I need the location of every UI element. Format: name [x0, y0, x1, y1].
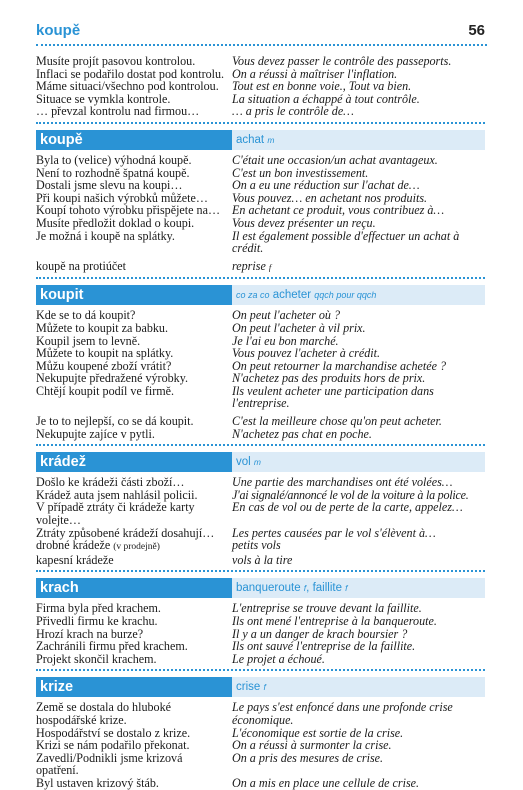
gender-label: m — [253, 457, 261, 468]
example-row — [36, 539, 485, 554]
french-phrase: On a mis en place une cellule de crise. — [232, 775, 420, 790]
czech-line: volejte… — [36, 513, 82, 528]
french-phrase: Vous pouvez… en achetant nos produits. — [232, 190, 428, 205]
entry-header — [36, 677, 485, 697]
french-phrase: On a pris des mesures de crise. — [232, 750, 384, 765]
intro-block — [36, 55, 485, 124]
czech-phrase: Kde se to dá koupit? — [36, 308, 136, 323]
czech-phrase: kapesní krádeže — [36, 552, 114, 567]
czech-phrase — [36, 501, 232, 526]
french-phrase: On peut l'acheter à vil prix. — [232, 320, 366, 335]
czech-phrase: Hrozí krach na burze? — [36, 626, 144, 641]
example-row — [36, 701, 485, 726]
french-phrase: N'achetez pas des produits hors de prix. — [232, 371, 426, 386]
czech-phrase: Firma byla před krachem. — [36, 601, 161, 616]
french-phrase: Les pertes causées par le vol s'élèvent à… — [232, 525, 436, 540]
french-line: crédit. — [232, 241, 264, 256]
czech-phrase: Při koupi našich výrobků můžete… — [36, 190, 208, 205]
czech-word: drobné krádeže — [36, 538, 111, 553]
czech-line: opatření. — [36, 763, 79, 778]
czech-phrase: Ztráty způsobené krádeží dosahují… — [36, 525, 215, 540]
translation-word: crise — [236, 681, 261, 694]
example-row — [36, 80, 485, 93]
french-phrase — [232, 385, 485, 410]
french-phrase: Vous devez présenter un reçu. — [232, 215, 376, 230]
example-row — [36, 105, 485, 118]
usage-note: (v prodejně) — [113, 542, 160, 553]
section-divider — [36, 122, 485, 124]
french-phrase — [232, 260, 485, 274]
headword: koupě — [36, 130, 232, 150]
czech-phrase: Musíte projít pasovou kontrolou. — [36, 54, 196, 68]
entry-koupe — [36, 130, 485, 279]
french-phrase: En cas de vol ou de perte de la carte, appelez… — [232, 500, 463, 515]
czech-phrase: Chtějí koupit podíl ve firmě. — [36, 383, 175, 398]
czech-phrase: Není to rozhodně špatná koupě. — [36, 165, 190, 180]
entry-header — [36, 285, 485, 305]
entry-krach — [36, 578, 485, 671]
page-number: 56 — [468, 22, 485, 39]
section-divider — [36, 570, 485, 572]
french-phrase: Il y a un danger de krach boursier ? — [232, 626, 408, 641]
french-phrase: Le projet a échoué. — [232, 651, 325, 666]
entry-kradez — [36, 452, 485, 572]
section-divider — [36, 444, 485, 446]
gender-label: f — [303, 583, 307, 594]
french-phrase: petits vols — [232, 538, 281, 553]
translation-word: faillite — [312, 582, 342, 595]
headword: krach — [36, 578, 232, 598]
translation-word: achat — [236, 133, 265, 146]
czech-phrase: Krizi se nám podařilo překonat. — [36, 738, 190, 753]
french-phrase: C'était une occasion/un achat avantageux. — [232, 152, 438, 167]
czech-phrase: Koupil jsem to levně. — [36, 333, 141, 348]
czech-phrase: Je to to nejlepší, co se dá koupit. — [36, 414, 194, 429]
czech-phrase: Koupí tohoto výrobku přispějete na… — [36, 203, 221, 218]
czech-phrase: Zachránili firmu před krachem. — [36, 639, 188, 654]
czech-line: V případě ztráty či krádeže karty — [36, 500, 195, 515]
translation-word: vol — [236, 456, 251, 469]
example-row — [36, 322, 485, 335]
czech-phrase: koupě na protiúčet — [36, 258, 127, 273]
example-row — [36, 501, 485, 526]
french-phrase: La situation a échappé à tout contrôle. — [232, 91, 420, 106]
czech-phrase: Byla to (velice) výhodná koupě. — [36, 152, 192, 167]
french-phrase: Ils ont sauvé l'entreprise de la faillite. — [232, 639, 416, 654]
section-divider — [36, 277, 485, 279]
grammar-note: co za co — [236, 290, 270, 301]
translation-word: acheter — [272, 289, 312, 302]
czech-phrase: Přivedli firmu ke krachu. — [36, 614, 158, 628]
example-row — [36, 55, 485, 68]
french-phrase: Tout est en bonne voie., Tout va bien. — [232, 79, 412, 94]
page-header — [36, 22, 487, 46]
french-phrase: Une partie des marchandises ont été volées… — [232, 475, 453, 490]
czech-phrase: Máme situaci/všechno pod kontrolou. — [36, 79, 219, 94]
czech-phrase — [36, 701, 232, 726]
french-phrase: On a eu une réduction sur l'achat de… — [232, 178, 420, 193]
french-phrase: Je l'ai eu bon marché. — [232, 333, 339, 348]
czech-phrase: Byl ustaven krizový štáb. — [36, 775, 159, 790]
entry-header — [36, 130, 485, 150]
czech-phrase: Dostali jsme slevu na koupi… — [36, 178, 183, 193]
french-line: Ils veulent acheter une participation dans — [232, 383, 434, 398]
headword: krize — [36, 677, 232, 697]
translation — [232, 452, 485, 472]
french-phrase: … a pris le contrôle de… — [232, 104, 354, 119]
french-phrase: Ils ont mené l'entreprise à la banqueroute. — [232, 614, 437, 628]
example-row — [36, 777, 485, 790]
entries — [36, 55, 485, 790]
section-divider — [36, 669, 485, 671]
french-phrase: C'est la meilleure chose qu'on peut acheter. — [232, 414, 442, 429]
headword: krádež — [36, 452, 232, 472]
french-line: Le pays s'est enfoncé dans une profonde crise — [232, 700, 453, 715]
czech-phrase: Došlo ke krádeži části zboží… — [36, 475, 185, 490]
french-phrase: On peut l'acheter où ? — [232, 308, 341, 323]
czech-phrase — [36, 539, 232, 554]
translation — [232, 285, 485, 305]
french-phrase — [232, 701, 485, 726]
french-phrase: On a réussi à maîtriser l'inflation. — [232, 66, 398, 81]
french-word: reprise — [232, 258, 266, 273]
czech-phrase — [36, 752, 232, 777]
czech-phrase: Musíte předložit doklad o koupi. — [36, 215, 195, 230]
czech-phrase: Můžete to koupit za babku. — [36, 320, 168, 335]
czech-phrase: Nekupujte předražené výrobky. — [36, 371, 189, 386]
french-line: économique. — [232, 712, 294, 727]
czech-line: Zavedli/Podnikli jsme krizová — [36, 750, 183, 765]
czech-phrase: Nekupujte zajíce v pytli. — [36, 426, 155, 441]
example-row — [36, 347, 485, 360]
translation: banqueroute f, faillite f — [232, 578, 485, 598]
example-row — [36, 476, 485, 489]
example-row — [36, 653, 485, 666]
french-line: l'entreprise. — [232, 396, 290, 411]
grammar-note: qqch pour qqch — [314, 290, 377, 301]
french-phrase: L'économique est sortie de la crise. — [232, 725, 404, 740]
example-row — [36, 179, 485, 192]
example-row — [36, 428, 485, 441]
czech-phrase: Situace se vymkla kontrole. — [36, 91, 171, 106]
entry-header — [36, 452, 485, 472]
czech-phrase: Můžete to koupit na splátky. — [36, 346, 174, 361]
french-phrase — [232, 230, 485, 255]
french-phrase: Vous devez passer le contrôle des passeports. — [232, 54, 452, 68]
header-divider — [36, 44, 487, 46]
example-row — [36, 752, 485, 777]
example-row — [36, 154, 485, 167]
gender-label: f — [263, 682, 266, 693]
czech-phrase: Projekt skončil krachem. — [36, 651, 157, 666]
french-phrase: vols à la tire — [232, 552, 293, 567]
entry-header — [36, 578, 485, 598]
czech-phrase: Je možná i koupě na splátky. — [36, 228, 175, 243]
example-row — [36, 385, 485, 410]
czech-phrase: Můžu koupené zboží vrátit? — [36, 358, 172, 373]
header-word: koupě — [36, 22, 81, 39]
entry-koupit — [36, 285, 485, 446]
french-phrase: En achetant ce produit, vous contribuez à… — [232, 203, 445, 218]
french-phrase: On peut retourner la marchandise achetée ? — [232, 358, 447, 373]
gender-label: f — [268, 261, 272, 272]
french-phrase: On a réussi à surmonter la crise. — [232, 738, 392, 753]
french-phrase: C'est un bon investissement. — [232, 165, 369, 180]
translation — [232, 130, 485, 150]
czech-line: hospodářské krize. — [36, 712, 127, 727]
french-phrase: Vous pouvez l'acheter à crédit. — [232, 346, 381, 361]
example-row — [36, 260, 485, 274]
french-line: Il est également possible d'effectuer un achat à — [232, 228, 460, 243]
translation — [232, 677, 485, 697]
translation-word: banqueroute — [236, 582, 301, 595]
example-row — [36, 415, 485, 428]
french-phrase: J'ai signalé/annoncé le vol de la voiture à la police. — [232, 487, 469, 502]
gender-label: f — [345, 583, 348, 594]
czech-phrase: Inflaci se podařilo dostat pod kontrolu. — [36, 66, 225, 81]
example-row — [36, 554, 485, 567]
french-phrase: N'achetez pas chat en poche. — [232, 426, 372, 441]
french-phrase: L'entreprise se trouve devant la faillite. — [232, 601, 422, 616]
czech-line: Země se dostala do hluboké — [36, 700, 172, 715]
czech-phrase: … převzal kontrolu nad firmou… — [36, 104, 200, 119]
gender-label: m — [267, 134, 275, 145]
czech-phrase: Hospodářství se dostalo z krize. — [36, 725, 191, 740]
czech-phrase: Krádež auta jsem nahlásil policii. — [36, 487, 198, 502]
example-row — [36, 640, 485, 653]
example-row — [36, 615, 485, 628]
headword: koupit — [36, 285, 232, 305]
example-row — [36, 230, 485, 255]
entry-krize — [36, 677, 485, 789]
